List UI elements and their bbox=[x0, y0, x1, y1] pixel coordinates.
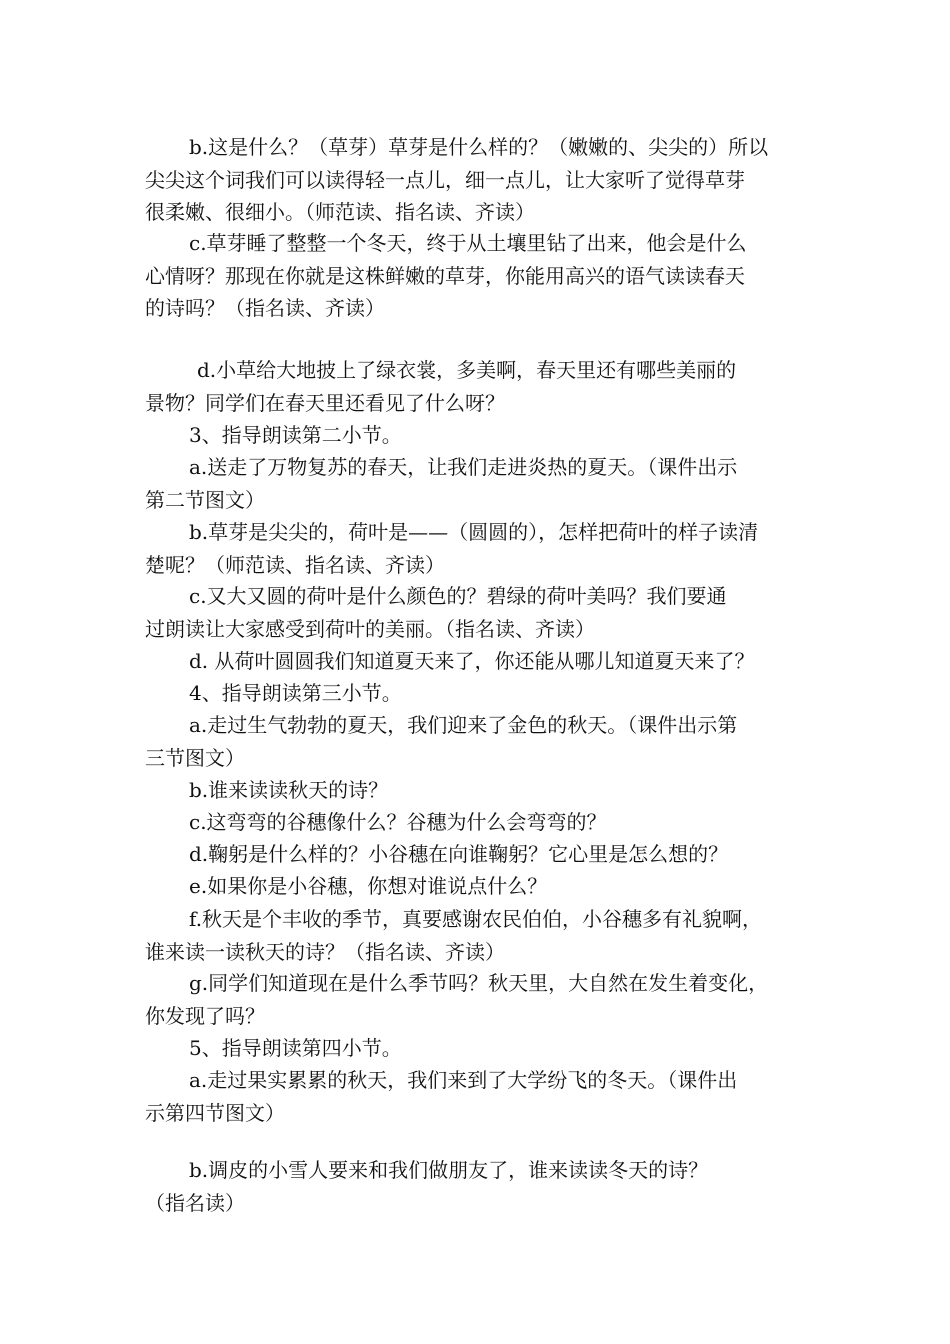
text-line: b.草芽是尖尖的，荷叶是——（圆圆的），怎样把荷叶的样子读清 bbox=[189, 520, 759, 544]
text-line: 的诗吗？（指名读、齐读） bbox=[145, 296, 385, 320]
paragraph-g-season-change bbox=[145, 967, 815, 1032]
text-line: b.调皮的小雪人要来和我们做朋友了，谁来读读冬天的诗？ bbox=[189, 1158, 709, 1182]
text-line: 景物？同学们在春天里还看见了什么呀？ bbox=[145, 390, 505, 415]
text-line: 楚呢？（师范读、指名读、齐读） bbox=[145, 552, 445, 577]
paragraph-b-lotus-shape bbox=[145, 516, 815, 581]
paragraph-a-autumn-intro bbox=[145, 709, 815, 774]
text-line: d. 从荷叶圆圆我们知道夏天来了，你还能从哪儿知道夏天来了？ bbox=[189, 649, 755, 673]
text-line: d.鞠躬是什么样的？小谷穗在向谁鞠躬？它心里是怎么想的？ bbox=[189, 842, 729, 866]
paragraph-b-spring-grass bbox=[145, 131, 815, 229]
text-line: 尖尖这个词我们可以读得轻一点儿，细一点儿，让大家听了觉得草芽 bbox=[145, 167, 745, 192]
text-line: a.送走了万物复苏的春天，让我们走进炎热的夏天。（课件出示 bbox=[189, 455, 738, 479]
text-line: g.同学们知道现在是什么季节吗？秋天里，大自然在发生着变化， bbox=[189, 971, 769, 995]
text-line: 过朗读让大家感受到荷叶的美丽。（指名读、齐读） bbox=[145, 616, 595, 641]
text-line: 心情呀？那现在你就是这株鲜嫩的草芽，你能用高兴的语气读读春天 bbox=[145, 263, 745, 288]
text-line: 第二节图文） bbox=[145, 487, 265, 512]
text-line: a.走过生气勃勃的夏天，我们迎来了金色的秋天。（课件出示第 bbox=[189, 713, 738, 737]
text-line: 4、指导朗读第三小节。 bbox=[189, 681, 402, 705]
text-line: 你发现了吗？ bbox=[145, 1003, 265, 1028]
paragraph-a-winter-intro bbox=[145, 1064, 815, 1129]
text-line: c.这弯弯的谷穗像什么？谷穗为什么会弯弯的？ bbox=[189, 810, 607, 834]
text-line: 三节图文） bbox=[145, 745, 245, 770]
text-line: b.谁来读读秋天的诗？ bbox=[189, 778, 389, 802]
text-line: f.秋天是个丰收的季节，真要感谢农民伯伯，小谷穗多有礼貌啊， bbox=[189, 907, 763, 931]
text-line: 3、指导朗读第二小节。 bbox=[189, 423, 402, 447]
text-line: 很柔嫩、很细小。（师范读、指名读、齐读） bbox=[145, 200, 535, 224]
paragraph-a-summer-intro bbox=[145, 451, 815, 516]
text-line: c.又大又圆的荷叶是什么颜色的？碧绿的荷叶美吗？我们要通 bbox=[189, 584, 727, 608]
text-line: e.如果你是小谷穗，你想对谁说点什么？ bbox=[189, 874, 548, 898]
paragraph-c-grain-ear bbox=[145, 806, 815, 839]
text-line: b.这是什么？（草芽）草芽是什么样的？（嫩嫩的、尖尖的）所以 bbox=[189, 135, 769, 159]
text-line: c.草芽睡了整整一个冬天，终于从土壤里钻了出来，他会是什么 bbox=[189, 231, 747, 255]
paragraph-e-grain-speak bbox=[145, 870, 815, 903]
text-line: 示第四节图文） bbox=[145, 1100, 285, 1125]
paragraph-d-bow bbox=[145, 838, 815, 871]
text-line: 谁来读一读秋天的诗？（指名读、齐读） bbox=[145, 939, 505, 964]
paragraph-d-spring-scenery bbox=[145, 354, 815, 419]
heading-step-4 bbox=[145, 677, 815, 710]
paragraph-c-lotus-color bbox=[145, 580, 815, 645]
text-line: （指名读） bbox=[145, 1190, 245, 1215]
heading-step-3 bbox=[145, 419, 815, 452]
paragraph-c-grass-mood bbox=[145, 227, 815, 325]
paragraph-b-autumn-read bbox=[145, 774, 815, 807]
paragraph-b-snowman bbox=[145, 1154, 815, 1219]
paragraph-d-summer-signs bbox=[145, 645, 815, 678]
text-line: d.小草给大地披上了绿衣裳，多美啊，春天里还有哪些美丽的 bbox=[197, 358, 737, 382]
heading-step-5 bbox=[145, 1032, 815, 1065]
paragraph-f-harvest bbox=[145, 903, 815, 968]
text-line: a.走过果实累累的秋天，我们来到了大学纷飞的冬天。（课件出 bbox=[189, 1068, 738, 1092]
text-line: 5、指导朗读第四小节。 bbox=[189, 1036, 402, 1060]
